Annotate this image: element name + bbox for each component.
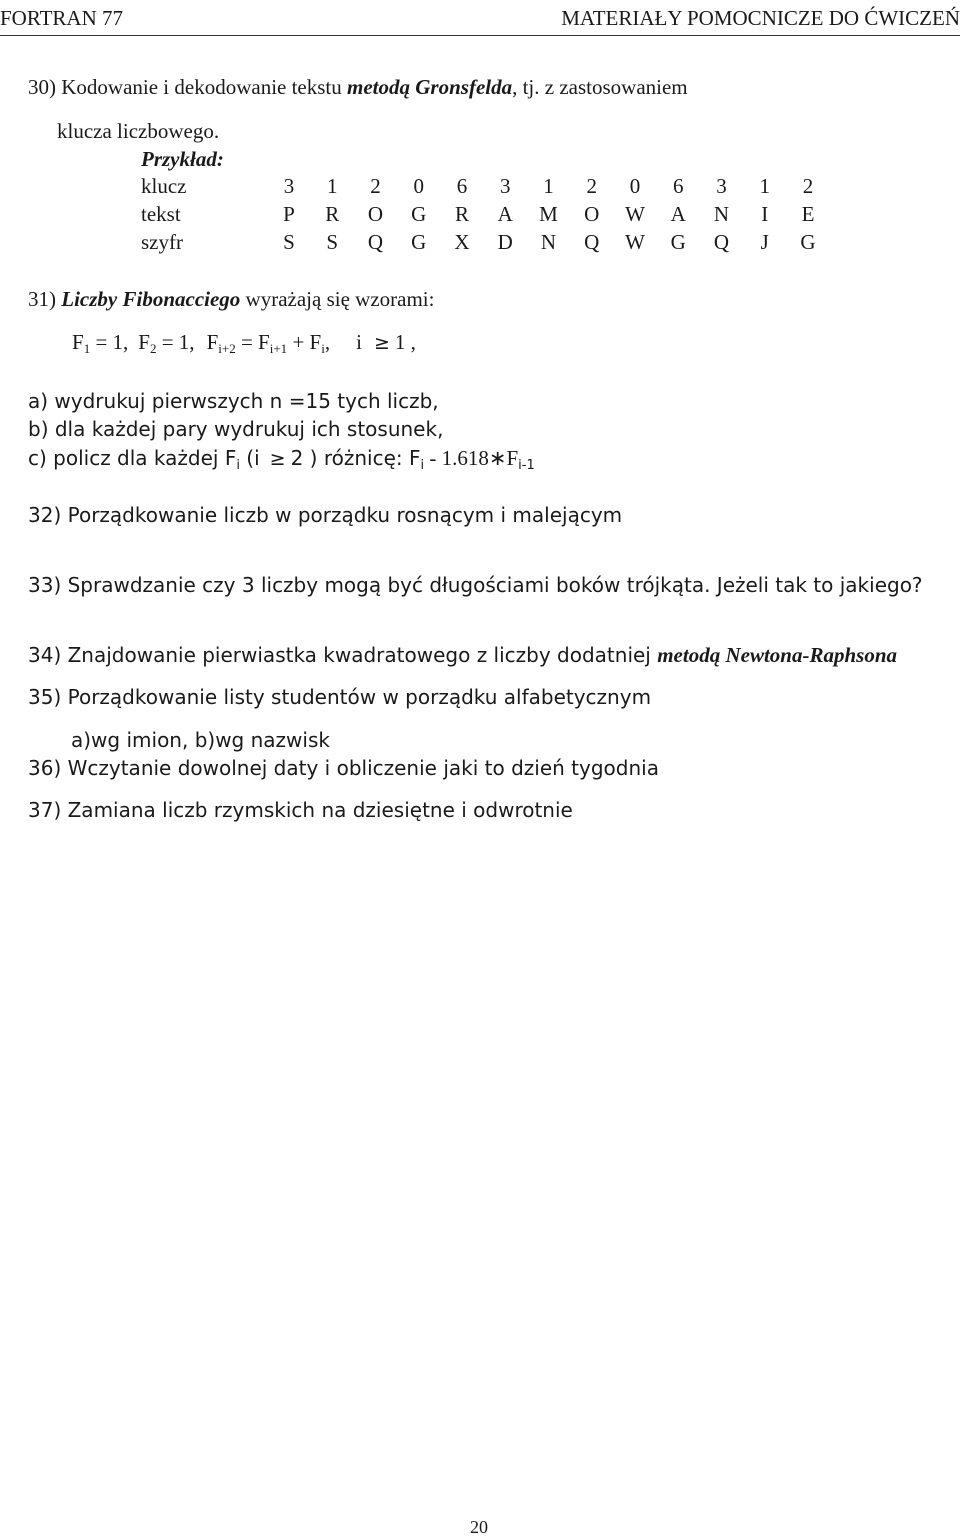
task-34 — [28, 645, 897, 666]
task-31-subject: Liczby Fibonacciego — [61, 287, 241, 311]
fibonacci-formula — [72, 330, 416, 356]
cipher-cell: N — [540, 230, 557, 254]
task-31-c-mid: 2 ) różnicę: F — [290, 446, 421, 470]
cipher-row-label: tekst — [141, 202, 181, 226]
cipher-row-label: klucz — [141, 174, 187, 198]
task-31-c-index: i — [236, 458, 240, 473]
greater-equal-symbol-2: ≥ — [269, 448, 286, 470]
task-31-c-open: (i — [239, 446, 260, 470]
task-31-c-index-3: i-1 — [518, 458, 535, 473]
cipher-cell: G — [670, 230, 686, 254]
task-30-text: 30) Kodowanie i dekodowanie tekstu — [28, 75, 348, 99]
cipher-cell: X — [454, 230, 470, 254]
f3-comma: , — [324, 330, 331, 354]
cipher-cell: S — [283, 230, 295, 254]
header-rule — [0, 35, 960, 36]
f3-plus: + F — [287, 330, 322, 354]
cipher-cell: Q — [713, 230, 730, 254]
task-31-c — [28, 446, 535, 473]
condition-variable: i — [356, 330, 362, 354]
cipher-cell: J — [760, 230, 769, 254]
cipher-cell: 3 — [500, 174, 511, 198]
cipher-cell: R — [325, 202, 340, 226]
f1-value: = 1, — [90, 330, 129, 354]
task-31-text: wyrażają się wzorami: — [240, 287, 435, 311]
task-33: 33) Sprawdzanie czy 3 liczby mogą być długościami boków trójkąta. Jeżeli tak to jakiego? — [28, 573, 923, 597]
cipher-row-label: szyfr — [141, 230, 183, 254]
cipher-cell: I — [761, 202, 769, 226]
task-30-method: metodą Gronsfelda — [347, 75, 513, 99]
header-title: FORTRAN 77 — [0, 6, 124, 30]
task-35-sub: a)wg imion, b)wg nazwisk — [71, 728, 330, 752]
task-30-text-suffix: , tj. z zastosowaniem — [512, 75, 688, 99]
cipher-cell: D — [497, 230, 513, 254]
cipher-cell: 0 — [629, 174, 641, 198]
f3-index-3: i — [321, 341, 325, 356]
f3-index: i+2 — [218, 341, 236, 356]
cipher-cell: Q — [584, 230, 600, 254]
task-35: 35) Porządkowanie listy studentów w porządku alfabetycznym — [28, 685, 652, 709]
cipher-cell: A — [670, 202, 686, 226]
task-30-line-1 — [28, 77, 688, 98]
greater-equal-symbol: ≥ — [373, 332, 390, 354]
cipher-cell: N — [713, 202, 730, 226]
task-31-c-index-2: i — [420, 458, 425, 473]
cipher-cell: W — [625, 202, 645, 226]
task-30-line-2: klucza liczbowego. — [57, 119, 220, 143]
cipher-cell: 6 — [673, 174, 684, 198]
task-31-c-text: c) policz dla każdej F — [28, 446, 237, 470]
cipher-cell: 1 — [543, 174, 554, 198]
cipher-cell: 1 — [327, 174, 338, 198]
f2-index: 2 — [149, 341, 157, 356]
task-31-a: a) wydrukuj pierwszych n =15 tych liczb, — [28, 389, 439, 413]
task-32: 32) Porządkowanie liczb w porządku rosnącym i malejącym — [28, 503, 623, 527]
cipher-cell: 2 — [802, 174, 814, 198]
f3-index-2: i+1 — [269, 341, 288, 356]
cipher-cell: 0 — [413, 174, 424, 198]
f1-index: 1 — [83, 341, 91, 356]
cipher-cell: O — [584, 202, 600, 226]
f3-equals: = F — [235, 330, 270, 354]
multiply-symbol: ∗ — [488, 446, 507, 470]
cipher-cell: S — [326, 230, 339, 254]
cipher-cell: R — [454, 202, 469, 226]
page-number: 20 — [470, 1517, 488, 1537]
cipher-cell: G — [411, 202, 427, 226]
cipher-cell: E — [801, 202, 815, 226]
task-31-title — [28, 289, 434, 310]
example-label: Przykład: — [141, 147, 224, 171]
cipher-cell: G — [800, 230, 816, 254]
cipher-cell: Q — [367, 230, 384, 254]
cipher-cell: W — [625, 230, 645, 254]
cipher-cell: 2 — [586, 174, 597, 198]
task-34-method: metodą Newtona-Raphsona — [657, 643, 897, 667]
f2-value: = 1, — [156, 330, 195, 354]
cipher-cell: 3 — [716, 174, 727, 198]
f2-symbol: F — [138, 330, 150, 354]
cipher-cell: 1 — [759, 174, 770, 198]
task-31-c-minus: - 1.618 — [424, 446, 489, 470]
cipher-cell: 3 — [283, 174, 295, 198]
task-36: 36) Wczytanie dowolnej daty i obliczenie jaki to dzień tygodnia — [28, 756, 659, 780]
task-37: 37) Zamiana liczb rzymskich na dziesiętne i odwrotnie — [28, 798, 573, 822]
cipher-cell: 2 — [370, 174, 381, 198]
cipher-cell: O — [367, 202, 384, 226]
cipher-cell: A — [497, 202, 513, 226]
cipher-cell: 6 — [456, 174, 468, 198]
condition-value: 1 , — [394, 330, 416, 354]
f1-symbol: F — [72, 330, 84, 354]
f3-symbol: F — [206, 330, 219, 354]
task-31-b: b) dla każdej pary wydrukuj ich stosunek, — [28, 417, 444, 441]
cipher-cell: M — [539, 202, 558, 226]
task-31-number: 31) — [28, 287, 62, 311]
task-34-text: 34) Znajdowanie pierwiastka kwadratowego z liczby dodatniej — [28, 643, 658, 667]
task-31-c-f: F — [506, 446, 519, 470]
cipher-cell: P — [283, 202, 295, 226]
header-subtitle: MATERIAŁY POMOCNICZE DO ĆWICZEŃ — [561, 6, 960, 30]
cipher-cell: G — [411, 230, 427, 254]
